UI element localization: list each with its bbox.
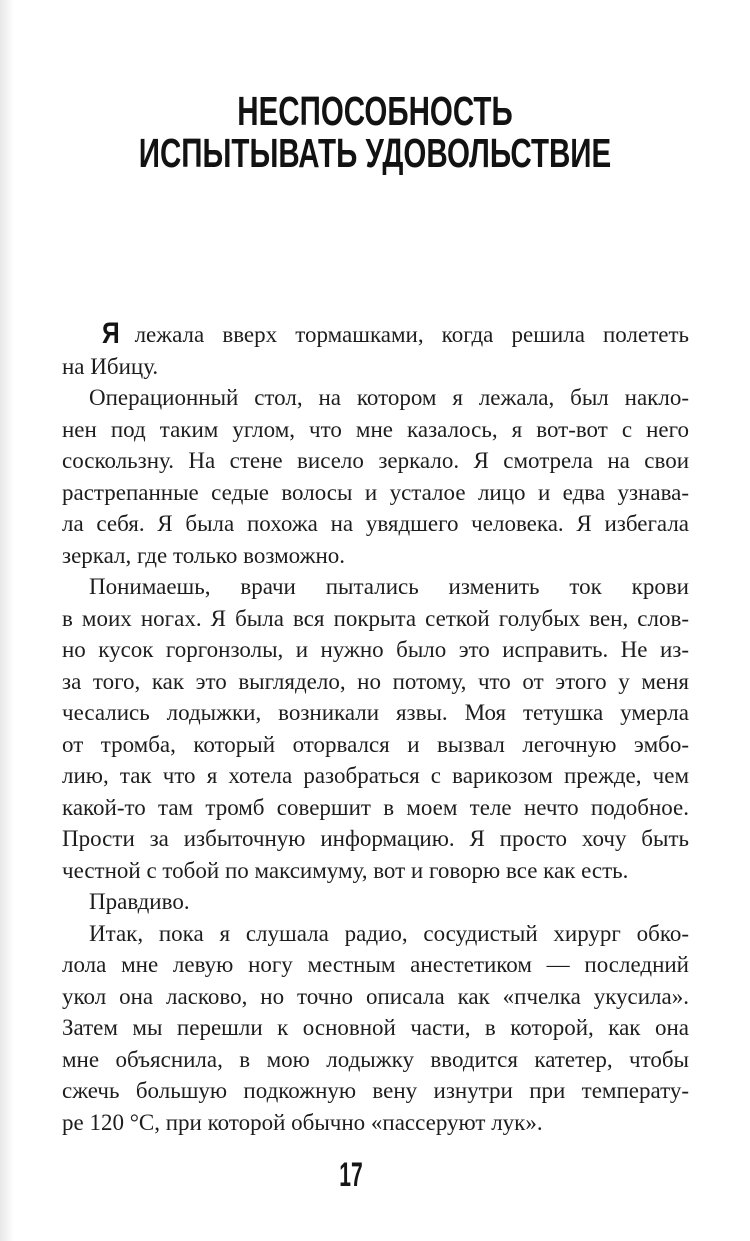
- text-line: зеркал, где только возможно.: [62, 542, 346, 568]
- text-line: какой-то там тромб совершит в моем теле нечто подобное.: [62, 794, 689, 820]
- paragraph: [62, 571, 689, 886]
- text-line: Операционный стол, на котором я лежала, был накло-: [89, 385, 689, 410]
- text-line: Прости за избыточную информацию. Я просто хочу быть: [62, 826, 689, 851]
- text-line: ре 120 °C, при которой обычно «пассеруют лук».: [62, 1109, 543, 1135]
- text-line: укол она ласково, но точно описала как «пчелка укусила».: [62, 983, 689, 1009]
- text-line: на Ибицу.: [62, 353, 159, 379]
- text-line: мне объяснила, в мою лодыжку вводится катетер, чтобы: [62, 1046, 689, 1072]
- paragraph: [62, 382, 689, 571]
- text-line: Понимаешь, врачи пытались изменить ток крови: [89, 574, 689, 599]
- body-text: [62, 318, 689, 1138]
- chapter-title-line-1: НЕСПОСОБНОСТЬ: [237, 88, 513, 134]
- text-line: за того, как это выглядело, но потому, что от этого у меня: [62, 668, 689, 694]
- text-line: Правдиво.: [89, 889, 190, 914]
- text-line: лию, так что я хотела разобраться с варикозом прежде, чем: [62, 763, 689, 788]
- text-line: честной с тобой по максимуму, вот и говорю все как есть.: [62, 857, 629, 883]
- paragraph: [62, 918, 689, 1139]
- text-line: от тромба, который оторвался и вызвал легочную эмбо-: [62, 731, 689, 757]
- page-edge-shading: [0, 0, 14, 1241]
- text-line: ла себя. Я была похожа на увядшего человека. Я избегала: [62, 511, 689, 536]
- text-line: Итак, пока я слушала радио, сосудистый хирург обко-: [89, 920, 689, 946]
- text-line: Затем мы перешли к основной части, в которой, как она: [62, 1015, 689, 1040]
- text-line: сжечь большую подкожную вену изнутри при температу-: [62, 1078, 689, 1103]
- chapter-title: [105, 90, 645, 174]
- text-line-content: лежала вверх тормашками, когда решила полететь: [134, 322, 689, 347]
- chapter-title-line-2: ИСПЫТЫВАТЬ УДОВОЛЬСТВИЕ: [138, 130, 612, 176]
- text-line: лола мне левую ногу местным анестетиком — последний: [62, 952, 689, 977]
- text-line: растрепанные седые волосы и усталое лицо и едва узнава-: [62, 479, 689, 505]
- text-line: соскользну. На стене висело зеркало. Я смотрела на свои: [62, 448, 689, 473]
- text-line: [62, 318, 689, 351]
- drop-cap: Я: [102, 317, 120, 350]
- page-number: 17: [339, 1156, 363, 1194]
- paragraph: [62, 318, 689, 382]
- text-line: но кусок горгонзолы, и нужно было это исправить. Не из-: [62, 637, 689, 662]
- paragraph: [62, 886, 689, 918]
- text-line: в моих ногах. Я была вся покрыта сеткой голубых вен, слов-: [62, 605, 689, 631]
- text-line: чесались лодыжки, возникали язвы. Моя тетушка умерла: [62, 700, 689, 725]
- text-line: нен под таким углом, что мне казалось, я вот-вот с него: [62, 416, 689, 442]
